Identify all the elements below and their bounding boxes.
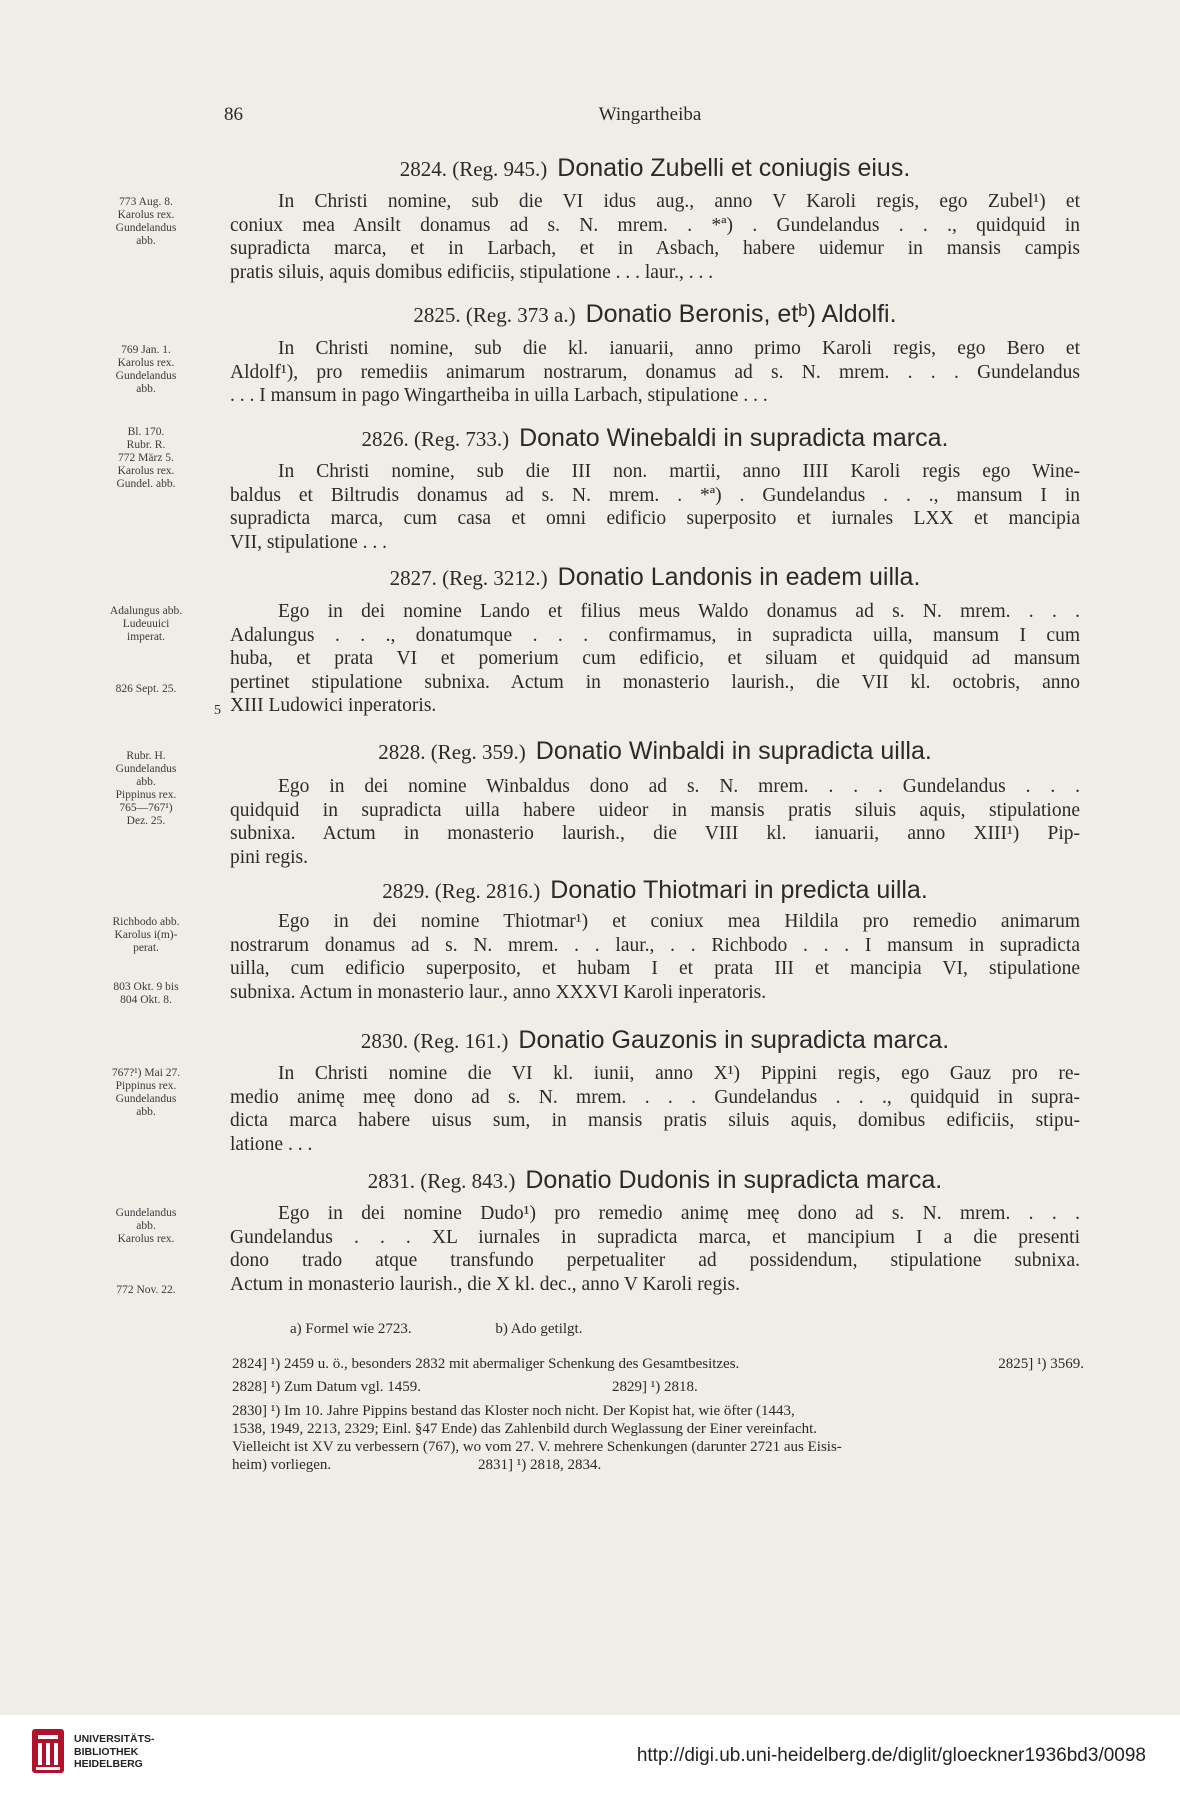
margin-note: Gundelandus abb. Karolus rex. [115, 1207, 177, 1245]
entry-heading: 2830. (Reg. 161.) Donatio Gauzonis in supradicta marca. [360, 1026, 950, 1054]
entry-text: In Christi nomine, sub die VI idus aug., anno V Karoli regis, ego Zubel¹) et coniux mea Ansilt donamus ad s. N. mrem. . *ª) . Gundelandus . . ., quidquid in supradicta marca, et in Larbach, et in Asbach, habere uidemur in mansis campis pratis siluis, aquis domibus edificiis, stipulatione . . . laur., . . . [230, 191, 1080, 283]
entry-text: Ego in dei nomine Lando et filius meus Waldo donamus ad s. N. mrem. . . . Adalungus . . ., donatumque . . . confirmamus, in supradicta uilla, mansum I cum huba, et prata VI et pomerium cum edificio, et siluam et quidquid ad mansum pertinet stipulatione subnixa. Actum in monasterio laurish., die VII kl. octobris, anno XIII Ludowici inperatoris. [230, 601, 1080, 716]
footnote-b: b) Ado getilgt. [495, 1321, 583, 1337]
permalink-url[interactable]: http://digi.ub.uni-heidelberg.de/diglit/gloeckner1936bd3/0098 [636, 1745, 1146, 1766]
entry-text: In Christi nomine, sub die kl. ianuarii, anno primo Karoli regis, ego Bero et Aldolf¹), pro remediis animarum nostrarum, donamus ad s. N. mrem. . . . Gundelandus . . . I mansum in pago Wingartheiba in uilla Larbach, stipulatione . . . [230, 338, 1080, 406]
margin-note: 767?¹) Mai 27. Pippinus rex. Gundelandus abb. [111, 1067, 181, 1118]
margin-note: Adalungus abb. Ludeuuici imperat. [109, 605, 183, 643]
margin-note: 773 Aug. 8. Karolus rex. Gundelandus abb. [115, 196, 177, 247]
entry-heading: 2827. (Reg. 3212.) Donatio Landonis in eadem uilla. [389, 563, 921, 591]
footnote-2830: 2830] ¹) Im 10. Jahre Pippins bestand das Kloster noch nicht. Der Kopist hat, wie öfter (1443, 1538, 1949, 2213, 2329; Einl. §47 Ende) das Zahlenbild durch Weglassung der Einer vereinfacht. Vielleicht ist XV zu verbessern (767), wo vom 27. V. mehrere Schenkungen (darunter 2721 aus Eisis- heim) vorliegen. [232, 1403, 842, 1473]
margin-note: 769 Jan. 1. Karolus rex. Gundelandus abb. [115, 344, 177, 395]
footnote-2828-2829: 2828] ¹) Zum Datum vgl. 1459. 2829] ¹) 2818. [232, 1379, 698, 1395]
entry-heading: 2828. (Reg. 359.) Donatio Winbaldi in supradicta uilla. [378, 737, 932, 765]
margin-note: Rubr. H. Gundelandus abb. Pippinus rex. 765—767¹) Dez. 25. [115, 750, 177, 827]
page-number: 86 [224, 104, 243, 125]
margin-date: 772 Nov. 22. [116, 1284, 176, 1296]
margin-date: 803 Okt. 9 bis 804 Okt. 8. [113, 981, 179, 1006]
entry-text: In Christi nomine die VI kl. iunii, anno X¹) Pippini regis, ego Gauz pro re- medio animę meę dono ad s. N. mrem. . . . Gundelandus . . ., quidquid in supra- dicta marca habere uisus sum, in mansis pratis siluis aquis, domibus edificiis, stipu- latione . . . [230, 1063, 1080, 1155]
entry-heading: 2829. (Reg. 2816.) Donatio Thiotmari in predicta uilla. [382, 876, 928, 904]
entry-text: Ego in dei nomine Winbaldus dono ad s. N. mrem. . . . Gundelandus . . . quidquid in supradicta uilla habere uideor in mansis pratis siluis aquis, stipulatione subnixa. Actum in monasterio laurish., die VIII kl. ianuarii, anno XIII¹) Pip- pini regis. [230, 776, 1080, 868]
footer-bar [0, 1715, 1180, 1795]
letter-footnotes [290, 1321, 662, 1338]
footnote-2824-2825: 2824] ¹) 2459 u. ö., besonders 2832 mit abermaliger Schenkung des Gesamtbesitzes. 2825] ¹) 3569. [232, 1356, 1084, 1372]
entry-heading: 2825. (Reg. 373 a.) Donatio Beronis, etᵇ) Aldolfi. [413, 300, 897, 328]
entry-text: Ego in dei nomine Thiotmar¹) et coniux mea Hildila pro remedio animarum nostrarum donamus ad s. N. mrem. . . laur., . . Richbodo . . . I mansum in supradicta uilla, cum edificio superposito, et hubam I et prata III et mancipia VI, stipulatione subnixa. Actum in monasterio laur., anno XXXVI Karoli inperatoris. [230, 911, 1080, 1003]
entry-heading: 2824. (Reg. 945.) Donatio Zubelli et coniugis eius. [399, 154, 911, 182]
entry-text: In Christi nomine, sub die III non. martii, anno IIII Karoli regis ego Wine- baldus et Biltrudis donamus ad s. N. mrem. . *ª) . Gundelandus . . ., mansum I in supradicta marca, cum casa et omni edificio superposito et iurnales LXX et mancipia VII, stipulatione . . . [230, 461, 1080, 553]
entry-heading: 2831. (Reg. 843.) Donatio Dudonis in supradicta marca. [367, 1166, 943, 1194]
scanned-page: 86 Wingartheiba 2824. (Reg. 945.) Donatio Zubelli et coniugis eius. 773 Aug. 8. Karolus rex. Gundelandus abb. In Christi nomine, sub die VI idus aug., anno V Karoli regis, ego Zubel¹) et coniux mea Ansilt donamus ad s. N. mrem. . *ª) . Gundelandus . . ., quidquid in supradicta marca, et in Larbach, et in Asbach, habere uidemur in mansis campis pratis siluis, aquis domibus edificiis, stipulatione . . . laur., . . . 2825. (Reg. 373 a.) Donatio Beronis, etᵇ) Aldolfi. 769 Jan. 1. Karolus rex. Gundelandus abb. In Christi nomine, sub die kl. ianuarii, anno primo Karoli regis, ego Bero et Aldolf¹), pro remediis animarum nostrarum, donamus ad s. N. mrem. . . . Gundelandus . . . I mansum in pago Wingartheiba in uilla Larbach, stipulatione . . . 2826. (Reg. 733.) Donato Winebaldi in supradicta marca. Bl. 170. Rubr. R. 772 März 5. Karolus rex. Gundel. abb. In Christi nomine, sub die III non. martii, anno IIII Karoli regis ego Wine- baldus et Biltrudis donamus ad s. N. mrem. . *ª) . Gundelandus . . ., mansum I in supradicta marca, cum casa et omni edificio superposito et iurnales LXX et mancipia VII, stipulatione . . . 2827. (Reg. 3212.) Donatio Landonis in eadem uilla. Adalungus abb. Ludeuuici imperat. 826 Sept. 25. 5 Ego in dei nomine Lando et filius meus Waldo donamus ad s. N. mrem. . . . Adalungus . . ., donatumque . . . confirmamus, in supradicta uilla, mansum I cum huba, et prata VI et pomerium cum edificio, et siluam et quidquid ad mansum pertinet stipulatione subnixa. Actum in monasterio laurish., die VII kl. octobris, anno XIII Ludowici inperatoris. 2828. (Reg. 359.) Donatio Winbaldi in supradicta uilla. Rubr. H. Gundelandus abb. Pippinus rex. 765—767¹) Dez. 25. Ego in dei nomine Winbaldus dono ad s. N. mrem. . . . Gundelandus . . . quidquid in supradicta uilla habere uideor in mansis pratis siluis aquis, stipulatione subnixa. Actum in monasterio laurish., die VIII kl. ianuarii, anno XIII¹) Pip- pini regis. 2829. (Reg. 2816.) Donatio Thiotmari in predicta uilla. Richbodo abb. Karolus i(m)- perat. 803 Okt. 9 bis 804 Okt. 8. Ego in dei nomine Thiotmar¹) et coniux mea Hildila pro remedio animarum nostrarum donamus ad s. N. mrem. . . laur., . . Richbodo . . . I mansum in supradicta uilla, cum edificio superposito, et hubam I et prata III et mancipia VI, stipulatione subnixa. Actum in monasterio laur., anno XXXVI Karoli inperatoris. 2830. (Reg. 161.) Donatio Gauzonis in supradicta marca. 767?¹) Mai 27. Pippinus rex. Gundelandus abb. In Christi nomine die VI kl. iunii, anno X¹) Pippini regis, ego Gauz pro re- medio animę meę dono ad s. N. mrem. . . . Gundelandus . . ., quidquid in supra- dicta marca habere uisus sum, in mansis pratis siluis aquis, domibus edificiis, stipu- latione . . . 2831. (Reg. 843.) Donatio Dudonis in supradicta marca. Gundelandus abb. Karolus rex. 772 Nov. 22. Ego in dei nomine Dudo¹) pro remedio animę meę dono ad s. N. mrem. . . . Gundelandus . . . XL iurnales in supradicta marca, et mancipium I a die presenti dono trado atque transfundo perpetualiter ad possidendum, stipulatione subnixa. Actum in monasterio laurish., die X kl. dec., anno V Karoli regis. a) Formel wie 2723. b) Ado getilgt. 2824] ¹) 2459 u. ö., besonders 2832 mit abermaliger Schenkung des Gesamtbesitzes. 2825] ¹) 3569. 2828] ¹) Zum Datum vgl. 1459. 2829] ¹) 2818. 2830] ¹) Im 10. Jahre Pippins bestand das Kloster noch nicht. Der Kopist hat, wie öfter (1443, 1538, 1949, 2213, 2329; Einl. §47 Ende) das Zahlenbild durch Weglassung der Einer vereinfacht. Vielleicht ist XV zu verbessern (767), wo vom 27. V. mehrere Schenkungen (darunter 2721 aus Eisis- heim) vorliegen. 2831] ¹) 2818, 2834. UNIVERSITÄTS- BIBLIOTHEK HEIDELBERG http://digi.ub.uni-heidelberg.de/diglit/gloeckner1936bd3/0098 [0, 0, 1180, 1795]
margin-note: Richbodo abb. Karolus i(m)- perat. [112, 916, 180, 954]
university-seal-icon [30, 1727, 66, 1775]
footnote-a: a) Formel wie 2723. [290, 1321, 412, 1337]
line-number: 5 [214, 703, 221, 718]
library-name: UNIVERSITÄTS- BIBLIOTHEK HEIDELBERG [74, 1733, 155, 1770]
entry-heading: 2826. (Reg. 733.) Donato Winebaldi in supradicta marca. [361, 424, 949, 452]
margin-note: Bl. 170. Rubr. R. 772 März 5. Karolus rex. Gundel. abb. [116, 426, 176, 490]
margin-date: 826 Sept. 25. [115, 683, 177, 695]
entry-text: Ego in dei nomine Dudo¹) pro remedio animę meę dono ad s. N. mrem. . . . Gundelandus . . . XL iurnales in supradicta marca, et mancipium I a die presenti dono trado atque transfundo perpetualiter ad possidendum, stipulatione subnixa. Actum in monasterio laurish., die X kl. dec., anno V Karoli regis. [230, 1203, 1080, 1295]
running-title: Wingartheiba [598, 104, 702, 125]
